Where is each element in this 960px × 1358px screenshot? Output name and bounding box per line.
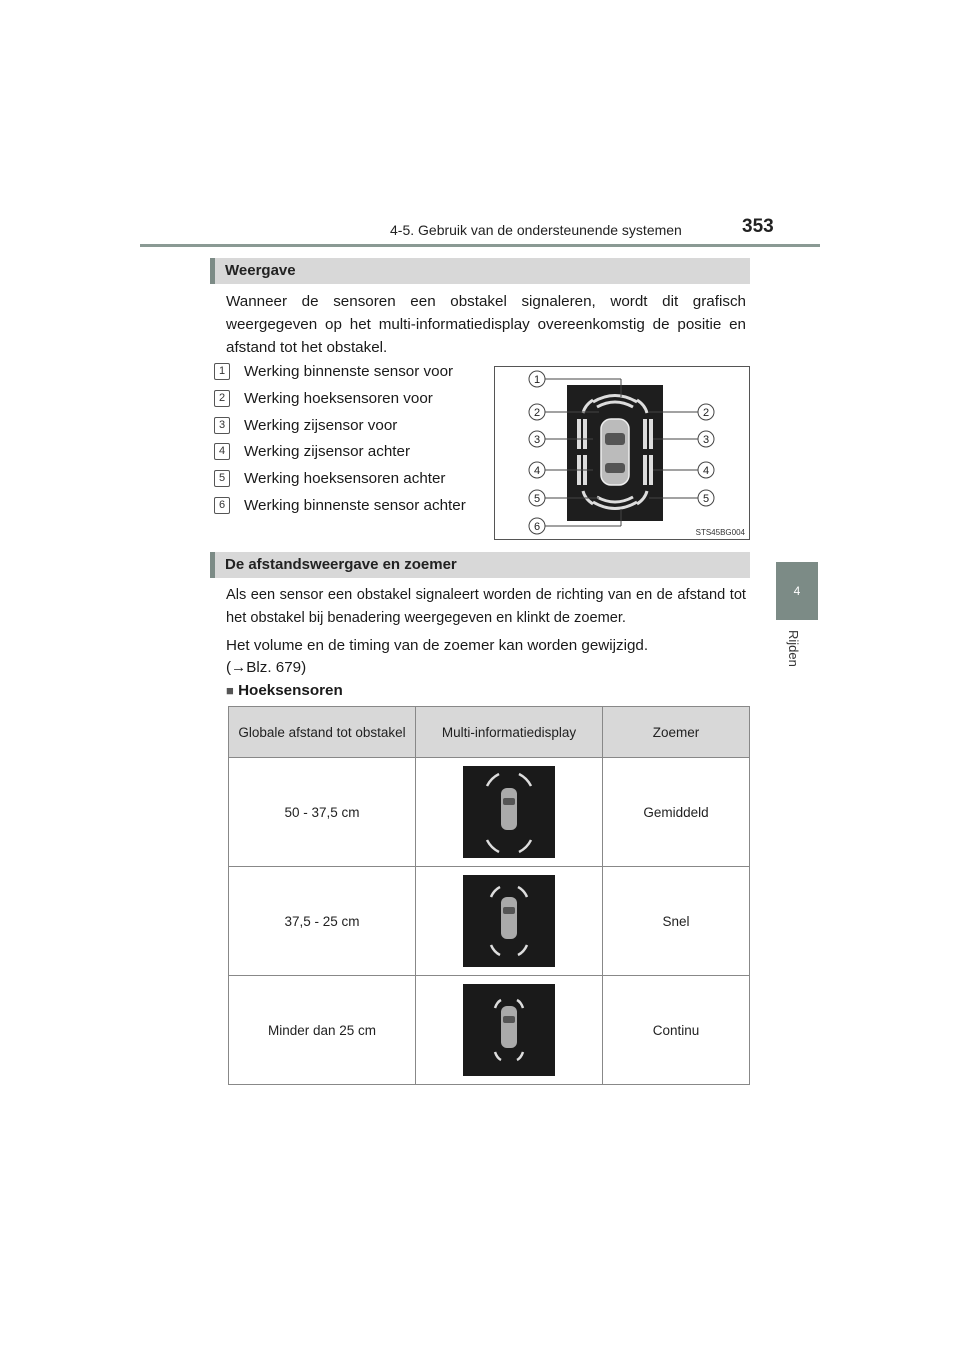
- table-row: [229, 867, 750, 976]
- display-thumbnail-near: [463, 984, 555, 1076]
- callout-6: 6: [533, 521, 541, 533]
- callout-2-right: 2: [702, 407, 710, 419]
- column-header: Multi-informatiedisplay: [416, 707, 603, 758]
- sensor-diagram-graphic: [495, 367, 749, 539]
- item-number: 6: [214, 497, 230, 514]
- callout-4-left: 4: [533, 465, 541, 477]
- display-cell: [416, 758, 603, 867]
- chapter-label: Rijden: [786, 630, 801, 667]
- buzzer-cell: Continu: [603, 976, 750, 1085]
- list-item: [214, 414, 480, 441]
- display-cell: [416, 976, 603, 1085]
- square-bullet-icon: ■: [226, 683, 234, 698]
- column-header: Globale afstand tot obstakel: [229, 707, 416, 758]
- section-heading-weergave: Weergave: [210, 258, 750, 284]
- list-item: [214, 494, 480, 546]
- item-number: 3: [214, 417, 230, 434]
- display-thumbnail-medium: [463, 875, 555, 967]
- distance-cell: Minder dan 25 cm: [229, 976, 416, 1085]
- callout-3-left: 3: [533, 434, 541, 446]
- item-number: 2: [214, 390, 230, 407]
- distance-cell: 37,5 - 25 cm: [229, 867, 416, 976]
- list-item: [214, 360, 480, 387]
- item-text: Werking zijsensor achter: [244, 443, 411, 461]
- list-item: [214, 467, 480, 494]
- diagram-code: STS45BG004: [695, 528, 745, 537]
- item-number: 4: [214, 443, 230, 460]
- callout-1: 1: [533, 374, 541, 386]
- page-number: 353: [742, 216, 774, 237]
- section-heading-afstand: De afstandsweergave en zoemer: [210, 552, 750, 578]
- table-header-row: [229, 707, 750, 758]
- item-number: 1: [214, 363, 230, 380]
- buzzer-cell: Snel: [603, 867, 750, 976]
- buzzer-cell: Gemiddeld: [603, 758, 750, 867]
- callout-5-right: 5: [702, 493, 710, 505]
- sensor-list: [214, 360, 480, 546]
- display-cell: [416, 867, 603, 976]
- chapter-tab[interactable]: [776, 562, 818, 620]
- item-text: Werking binnenste sensor voor: [244, 363, 454, 380]
- subheading-text: Hoeksensoren: [238, 682, 343, 699]
- column-header: Zoemer: [603, 707, 750, 758]
- header-section-title: 4-5. Gebruik van de ondersteunende systemen: [390, 222, 682, 238]
- callout-2-left: 2: [533, 407, 541, 419]
- callout-3-right: 3: [702, 434, 710, 446]
- item-text: Werking hoeksensoren voor: [244, 389, 433, 407]
- distance-table: [228, 706, 750, 1085]
- page-reference[interactable]: (→Blz. 679): [226, 659, 307, 676]
- item-text: Werking zijsensor voor: [244, 416, 398, 434]
- chapter-number: 4: [793, 584, 801, 598]
- weergave-paragraph: Wanneer de sensoren een obstakel signaleren, wordt dit grafisch weergegeven op het multi-informatiedisplay overeenkomstig de positie en afstand tot het obstakel.: [226, 293, 746, 356]
- subheading-hoeksensoren: [226, 682, 343, 699]
- list-item: [214, 440, 480, 467]
- table-row: [229, 976, 750, 1085]
- list-item: [214, 387, 480, 414]
- item-text: Werking hoeksensoren achter: [244, 470, 446, 488]
- display-thumbnail-far: [463, 766, 555, 858]
- item-text: Werking binnenste sensor achter: [244, 496, 466, 514]
- item-number: 5: [214, 470, 230, 487]
- callout-4-right: 4: [702, 465, 710, 477]
- table-row: [229, 758, 750, 867]
- sensor-diagram: [494, 366, 750, 540]
- distance-cell: 50 - 37,5 cm: [229, 758, 416, 867]
- afstand-paragraph: Als een sensor een obstakel signaleert worden de richting van en de afstand tot het obstakel bij benadering weergegeven en klinkt de zoemer.: [226, 587, 746, 626]
- callout-5-left: 5: [533, 493, 541, 505]
- volume-paragraph: Het volume en de timing van de zoemer kan worden gewijzigd.: [226, 637, 649, 654]
- header-rule: [140, 244, 820, 247]
